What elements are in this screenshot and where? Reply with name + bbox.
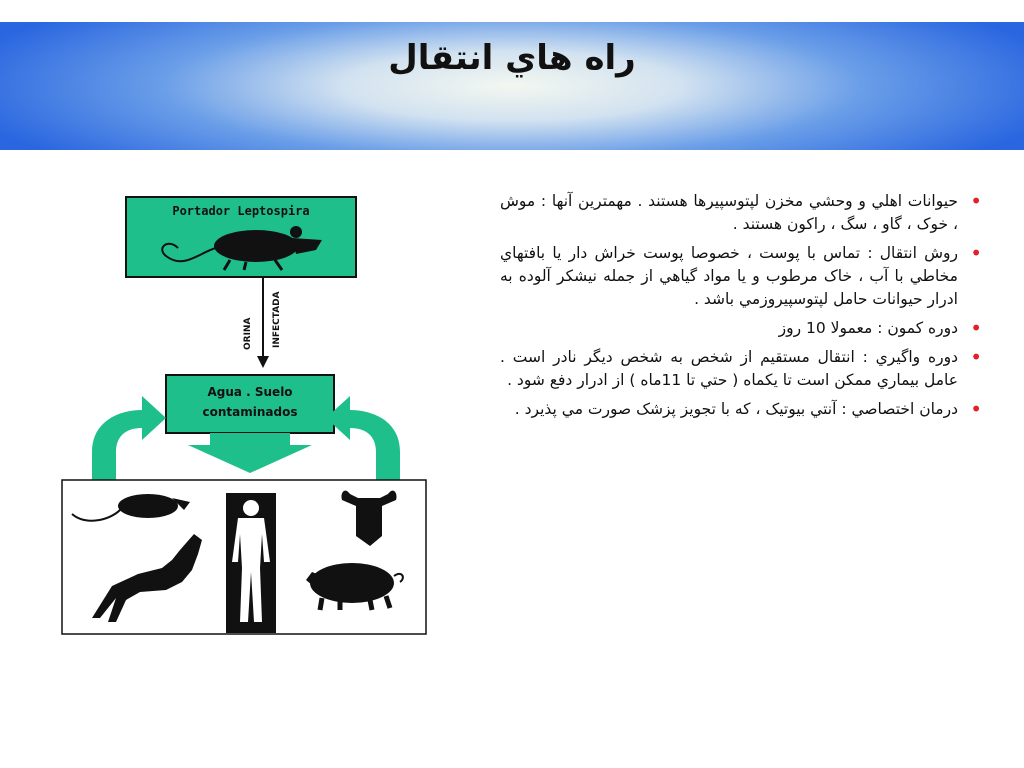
transmission-diagram bbox=[60, 190, 432, 636]
carrier-label: Portador Leptospira bbox=[172, 204, 310, 218]
bullet-dot-icon: • bbox=[970, 316, 982, 340]
slide-title: راه هاي انتقال bbox=[388, 38, 636, 78]
bullet-item bbox=[500, 190, 982, 236]
bullet-text: دوره واگيري : انتقال مستقيم از شخص به شخص ديگر نادر است . عامل بيماري ممکن است تا يکماه ( حتي تا 11ماه ) از ادرار دفع شود . bbox=[500, 348, 958, 389]
arrow-label-left: ORINA bbox=[243, 317, 253, 350]
bullet-item bbox=[500, 346, 982, 392]
down-arrow-head-icon bbox=[257, 356, 269, 368]
bullet-dot-icon: • bbox=[970, 189, 982, 213]
arrow-label-right: INFECTADA bbox=[272, 291, 282, 348]
contaminated-label-line1: Agua . Suelo bbox=[207, 385, 293, 399]
bullet-item bbox=[500, 398, 982, 421]
bullet-text: دوره کمون : معمولا 10 روز bbox=[778, 319, 958, 337]
bullet-text: حيوانات اهلي و وحشي مخزن لپتوسپيرها هستند . مهمترين آنها : موش ، خوک ، گاو ، سگ ، راکون هستند . bbox=[500, 192, 958, 233]
bullet-item bbox=[500, 242, 982, 311]
bullet-text: روش انتقال : تماس با پوست ، خصوصا پوست خراش دار يا بافتهاي مخاطي با آب ، خاک مرطوب و يا مواد گياهي از جمله نيشکر آلوده به ادرار حيوانات حامل لپتوسپيروزمي باشد . bbox=[500, 244, 958, 308]
contaminated-box bbox=[166, 375, 334, 433]
bullet-dot-icon: • bbox=[970, 397, 982, 421]
human-silhouette-icon bbox=[226, 493, 276, 633]
green-down-arrow-icon bbox=[188, 433, 312, 473]
left-return-arrow-icon bbox=[92, 396, 166, 480]
bullet-dot-icon: • bbox=[970, 241, 982, 265]
bullet-item bbox=[500, 317, 982, 340]
bullet-list bbox=[500, 190, 982, 427]
right-return-arrow-icon bbox=[326, 396, 400, 480]
contaminated-label-line2: contaminados bbox=[202, 405, 298, 419]
bullet-dot-icon: • bbox=[970, 345, 982, 369]
bullet-text: درمان اختصاصي : آنتي بيوتيک ، که با تجويز پزشک صورت مي پذيرد . bbox=[514, 400, 958, 418]
